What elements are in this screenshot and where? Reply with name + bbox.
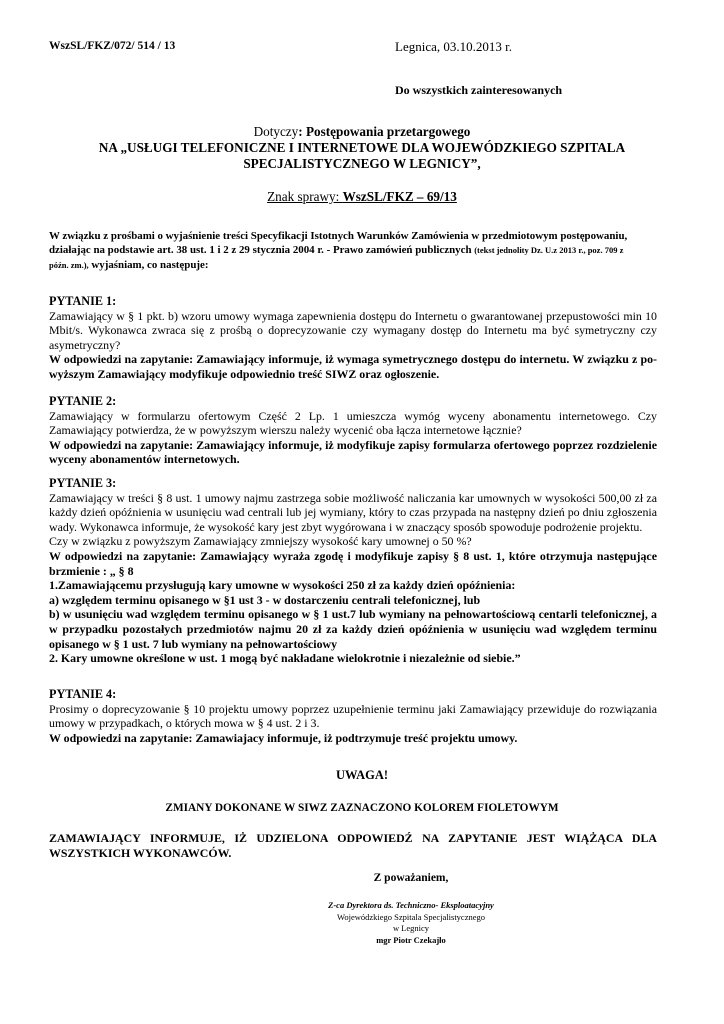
question-3-text: Zamawiający w treści § 8 ust. 1 umowy najmu zastrzega sobie możliwość naliczania kar umownych w wysokości 500,00 zł za każdy dzień opóźnienia w usunięciu wad centrali lub jej wymiany, który to czas przypada na następny dzień po dniu zgłoszenia wady. Wykonawca informuje, że wysokość kary jest zbyt wygórowana i w znaczący sposób spowoduje podrożenie projektu. <box>49 490 657 534</box>
question-3-answer-item-1: 1.Zamawiającemu przysługują kary umowne w wysokości 250 zł za każdy dzień opóźnienia: <box>49 578 516 593</box>
question-3-answer-item-b: b) w usunięciu wad względem terminu opisanego w § 1 ust.7 lub wymiany na pełnowartościową centarli telefonicznej, a w przypadku pozostałych przedmiotów najmu 20 zł za każdy dzień opóźnienia w usunięciu wad względem terminu opisanego w § 1 ust. 7 lub wymiany na pełnowartościowy <box>49 607 657 651</box>
intro-citation-2: późn. zm.), <box>49 259 89 270</box>
question-3-answer: W odpowiedzi na zapytanie: Zamawiający wyraża zgodę i modyfikuje zapisy § 8 ust. 1, które otrzymuja następujące brzmienie : „ § 8 <box>49 548 657 578</box>
title-label: Dotyczy <box>253 124 299 139</box>
question-2-heading: PYTANIE 2: <box>49 394 117 408</box>
signature-title: Z-ca Dyrektora ds. Techniczno- Eksploatacyjny <box>328 900 494 910</box>
signature-institution: Wojewódzkiego Szpitala Specjalistycznego <box>336 911 486 922</box>
question-1 <box>49 294 657 382</box>
intro-paragraph <box>49 229 657 272</box>
intro-line-3: wyjaśniam, co następuje: <box>88 258 209 271</box>
question-3-heading: PYTANIE 3: <box>49 476 117 490</box>
case-number-label: Znak sprawy: <box>267 189 343 204</box>
intro-citation-1: (tekst jednolity Dz. U.z 2013 r., poz. 709 z <box>474 245 624 256</box>
question-2-text: Zamawiający w formularzu ofertowym Część 2 Lp. 1 umieszcza wymóg wyceny abonamentu internetowego. Czy Zamawiający potwierdza, że w powyższym wierszu należy wycenić oba łącza internetowe łącznie? <box>49 408 657 438</box>
question-2 <box>49 394 657 467</box>
question-1-answer: W odpowiedzi na zapytanie: Zamawiający informuje, iż wymaga symetrycznego dostępu do internetu. W związku z po-wyższym Zamawiający modyfikuje odpowiednio treść SIWZ oraz ogłoszenie. <box>49 352 657 381</box>
place-date: Legnica, 03.10.2013 r. <box>395 39 512 54</box>
case-number <box>49 189 675 205</box>
title-line-3: SPECJALISTYCZNEGO W LEGNICY”, <box>243 156 481 171</box>
signature-block <box>49 900 724 946</box>
question-4-heading: PYTANIE 4: <box>49 687 117 701</box>
title-subject: : Postępowania przetargowego <box>298 124 471 139</box>
notice-binding: ZAMAWIAJĄCY INFORMUJE, IŻ UDZIELONA ODPOWIEDŹ NA ZAPYTANIE JEST WIĄŻĄCA DLA WSZYSTKICH WYKONAWCÓW. <box>49 831 657 860</box>
question-4 <box>49 687 657 745</box>
title-block <box>49 124 675 172</box>
question-4-answer: W odpowiedzi na zapytanie: Zamawiajacy informuje, iż podtrzymuje treść projektu umowy. <box>49 730 518 745</box>
question-3-answer-item-a: a) względem terminu opisanego w §1 ust 3 - w dostarczeniu centrali telefonicznej, lub <box>49 592 481 607</box>
question-2-answer: W odpowiedzi na zapytanie: Zamawiający informuje, iż modyfikuje zapisy formularza ofertowego poprzez rozdzielenie wyceny abonamentów internetowych. <box>49 437 657 467</box>
signature-name: mgr Piotr Czekajło <box>376 934 446 945</box>
question-1-text: Zamawiający w § 1 pkt. b) wzoru umowy wymaga zapewnienia dostępu do Internetu o gwarantowanej przepustowości min 10 Mbit/s. Wykonawca zwraca się z prośbą o doprecyzowanie czy wymagany dostęp do Internetu ma być symetryczny czy asymetryczny? <box>49 308 657 352</box>
notice-changes: ZMIANY DOKONANE W SIWZ ZAZNACZONO KOLOREM FIOLETOWYM <box>165 802 559 814</box>
signature-greeting: Z poważaniem, <box>373 872 449 884</box>
intro-line-1: W związku z prośbami o wyjaśnienie treści Specyfikacji Istotnych Warunków Zamówienia w przedmiotowym postępowaniu, <box>49 230 628 242</box>
addressee: Do wszystkich zainteresowanych <box>395 83 563 97</box>
notice-heading: UWAGA! <box>335 768 389 782</box>
question-3 <box>49 476 657 666</box>
signature-city: w Legnicy <box>392 923 430 933</box>
question-3-text-2: Czy w związku z powyższym Zamawiający zmniejszy wysokość kary umownej o 50 %? <box>49 534 472 549</box>
title-line-2: NA „USŁUGI TELEFONICZNE I INTERNETOWE DLA WOJEWÓDZKIEGO SZPITALA <box>98 140 626 155</box>
intro-line-2: działając na podstawie art. 38 ust. 1 i 2 z 29 stycznia 2004 r. - Prawo zamówień publicznych <box>49 244 475 257</box>
question-4-text: Prosimy o doprecyzowanie § 10 projektu umowy poprzez uzupełnienie terminu jaki Zamawiający przewiduje do rozwiązania umowy w przypadkach, o których mowa w § 4 ust. 2 i 3. <box>49 701 657 731</box>
case-number-value: WszSL/FKZ – 69/13 <box>342 189 457 204</box>
reference-number: WszSL/FKZ/072/ 514 / 13 <box>49 40 176 52</box>
title-line-1 <box>49 124 675 140</box>
question-1-heading: PYTANIE 1: <box>49 294 117 308</box>
question-3-answer-item-2: 2. Kary umowne określone w ust. 1 mogą być nakładane wielokrotnie i niezależnie od siebie.” <box>49 651 521 666</box>
